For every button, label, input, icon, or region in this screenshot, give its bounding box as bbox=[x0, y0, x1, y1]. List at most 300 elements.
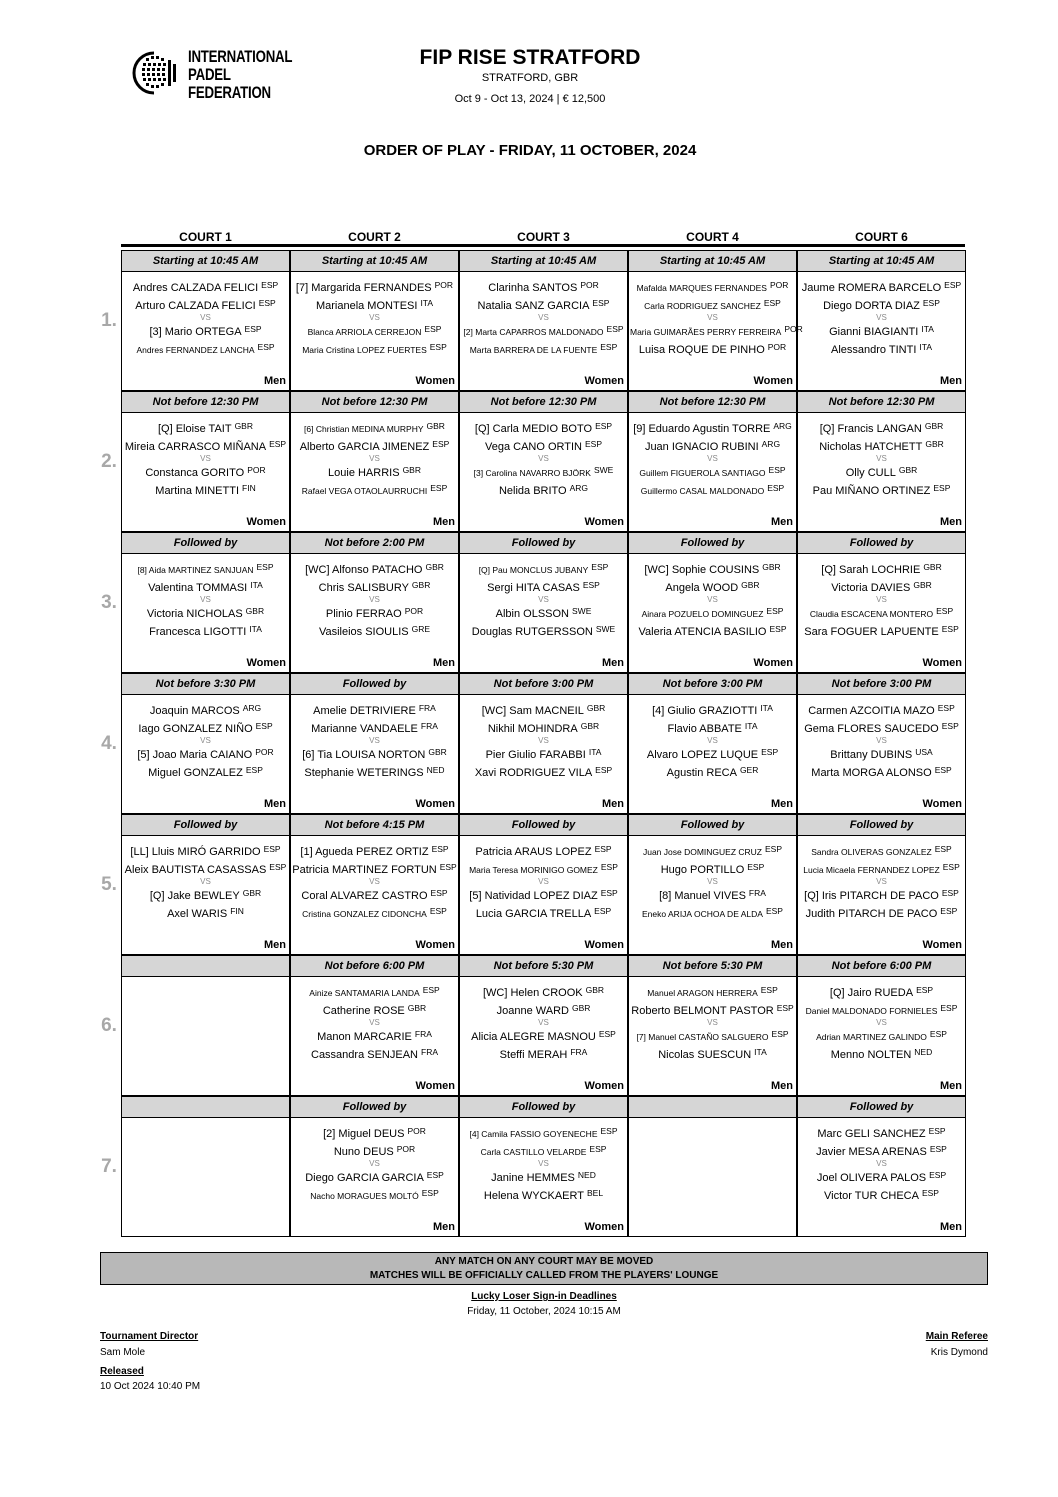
player-name: Joaquin MARCOS bbox=[149, 705, 240, 717]
player-name: Flavio ABBATE bbox=[667, 723, 742, 735]
player-nationality: FRA bbox=[421, 1047, 438, 1057]
player-name: Gianni BIAGIANTI bbox=[829, 326, 919, 338]
player-line bbox=[799, 604, 964, 618]
player-line bbox=[123, 322, 288, 336]
player-nationality: ESP bbox=[261, 280, 279, 290]
director-label: Tournament Director bbox=[100, 1331, 199, 1342]
player-name: Ainara POZUELO DOMINGUEZ bbox=[641, 609, 764, 619]
player-line bbox=[630, 763, 795, 777]
released-value: 10 Oct 2024 10:40 PM bbox=[100, 1381, 201, 1392]
player-name: [Q] Carla MEDIO BOTO bbox=[474, 423, 593, 435]
match-category: Women bbox=[922, 939, 962, 951]
player-name: Vega CANO ORTIN bbox=[484, 441, 582, 453]
player-name: [WC] Sam MACNEIL bbox=[481, 705, 584, 717]
player-line bbox=[461, 701, 626, 715]
player-line bbox=[292, 560, 457, 574]
court-header: COURT 2 bbox=[348, 230, 401, 244]
match-cell bbox=[290, 250, 459, 391]
notice-line: ANY MATCH ON ANY COURT MAY BE MOVED bbox=[434, 1256, 654, 1267]
player-nationality: ESP bbox=[765, 844, 783, 854]
time-slot: Followed by bbox=[798, 1097, 965, 1118]
match-category: Women bbox=[584, 375, 624, 387]
player-name: Arturo CALZADA FELICI bbox=[135, 300, 256, 312]
player-name: Nicolas SUESCUN bbox=[658, 1049, 752, 1061]
player-nationality: POR bbox=[407, 1126, 426, 1136]
player-nationality: ESP bbox=[928, 1126, 946, 1136]
player-line bbox=[292, 842, 457, 856]
time-slot: Starting at 10:45 AM bbox=[291, 251, 458, 272]
row-number: 6. bbox=[101, 1015, 117, 1036]
match-cell bbox=[797, 814, 966, 955]
match-category: Men bbox=[264, 375, 286, 387]
player-line bbox=[799, 886, 964, 900]
player-nationality: ITA bbox=[420, 298, 434, 308]
player-nationality: POR bbox=[404, 606, 424, 616]
match-category: Men bbox=[771, 516, 793, 528]
player-name: Claudia ESCACENA MONTERO bbox=[809, 609, 934, 619]
match-cell bbox=[459, 532, 628, 673]
player-name: [1] Agueda PEREZ ORTIZ bbox=[300, 846, 429, 858]
empty-cell bbox=[121, 1096, 290, 1237]
match-category: Women bbox=[922, 657, 962, 669]
player-nationality: ESP bbox=[256, 562, 274, 572]
player-name: Patricia MARTINEZ FORTUN bbox=[292, 864, 437, 876]
player-nationality: ESP bbox=[934, 844, 952, 854]
player-nationality: POR bbox=[247, 465, 266, 475]
player-line bbox=[630, 886, 795, 900]
match-category: Women bbox=[584, 1080, 624, 1092]
versus-label: VS bbox=[876, 1018, 887, 1027]
player-line bbox=[292, 763, 457, 777]
row-number: 7. bbox=[101, 1156, 117, 1177]
player-line bbox=[630, 1045, 795, 1059]
versus-label: VS bbox=[876, 595, 887, 604]
player-name: [8] Aida MARTINEZ SANJUAN bbox=[137, 565, 254, 575]
player-nationality: GBR bbox=[402, 465, 421, 475]
time-slot: Not before 6:00 PM bbox=[798, 956, 965, 977]
player-name: [6] Christian MEDINA MURPHY bbox=[304, 424, 424, 434]
time-slot: Not before 5:30 PM bbox=[460, 956, 627, 977]
player-name: Axel WARIS bbox=[167, 908, 228, 920]
player-line bbox=[630, 340, 795, 354]
player-line bbox=[292, 701, 457, 715]
player-line bbox=[799, 745, 964, 759]
player-line bbox=[461, 1027, 626, 1041]
player-name: [LL] Lluis MIRÓ GARRIDO bbox=[130, 846, 261, 858]
player-nationality: ESP bbox=[244, 324, 262, 334]
time-slot: Followed by bbox=[629, 533, 796, 554]
match-cell bbox=[290, 814, 459, 955]
match-category: Men bbox=[264, 939, 286, 951]
versus-label: VS bbox=[200, 736, 211, 745]
player-line bbox=[630, 481, 795, 495]
player-nationality: ITA bbox=[249, 624, 262, 634]
player-line bbox=[292, 886, 457, 900]
match-category: Men bbox=[602, 657, 624, 669]
match-category: Women bbox=[922, 798, 962, 810]
match-cell bbox=[797, 391, 966, 532]
versus-label: VS bbox=[707, 1018, 718, 1027]
player-line bbox=[799, 419, 964, 433]
time-slot: Followed by bbox=[798, 533, 965, 554]
player-nationality: ESP bbox=[263, 844, 281, 854]
versus-label: VS bbox=[707, 595, 718, 604]
player-line bbox=[123, 481, 288, 495]
player-line bbox=[123, 904, 288, 918]
player-name: Diego GARCIA GARCIA bbox=[305, 1172, 424, 1184]
player-line bbox=[123, 860, 288, 874]
row-number: 1. bbox=[101, 310, 117, 331]
player-line bbox=[292, 904, 457, 918]
match-cell bbox=[628, 250, 803, 391]
player-name: Joanne WARD bbox=[496, 1005, 569, 1017]
player-nationality: ESP bbox=[421, 1188, 439, 1198]
player-nationality: FRA bbox=[414, 1029, 432, 1039]
versus-label: VS bbox=[200, 454, 211, 463]
court-header: COURT 3 bbox=[517, 230, 570, 244]
match-category: Men bbox=[940, 1221, 962, 1233]
player-line bbox=[292, 1186, 457, 1200]
time-slot: Followed by bbox=[122, 815, 289, 836]
player-nationality: ESP bbox=[591, 562, 609, 572]
player-name: [Q] Iris PITARCH DE PACO bbox=[804, 890, 939, 902]
player-line bbox=[461, 1124, 626, 1138]
player-name: [4] Camila FASSIO GOYENECHE bbox=[469, 1129, 598, 1139]
time-slot: Not before 12:30 PM bbox=[460, 392, 627, 413]
player-nationality: ARG bbox=[242, 703, 262, 713]
match-cell bbox=[121, 391, 290, 532]
player-name: Douglas RUTGERSSON bbox=[471, 626, 593, 638]
player-name: Valentina TOMMASI bbox=[148, 582, 248, 594]
player-nationality: ESP bbox=[269, 439, 287, 449]
player-nationality: ESP bbox=[258, 298, 276, 308]
player-line bbox=[630, 701, 795, 715]
player-nationality: ESP bbox=[584, 439, 602, 449]
player-line bbox=[292, 719, 457, 733]
player-nationality: GER bbox=[739, 765, 759, 775]
match-cell bbox=[797, 955, 966, 1096]
player-nationality: GBR bbox=[925, 439, 944, 449]
player-nationality: ESP bbox=[766, 606, 784, 616]
versus-label: VS bbox=[200, 877, 211, 886]
player-line bbox=[630, 1001, 795, 1015]
match-category: Men bbox=[940, 375, 962, 387]
player-line bbox=[799, 481, 964, 495]
player-nationality: ESP bbox=[922, 298, 940, 308]
time-slot: Not before 12:30 PM bbox=[629, 392, 796, 413]
time-slot: Followed by bbox=[460, 1097, 627, 1118]
player-nationality: ESP bbox=[600, 1126, 618, 1136]
match-cell bbox=[628, 673, 797, 814]
player-nationality: ESP bbox=[432, 439, 450, 449]
match-category: Women bbox=[415, 798, 455, 810]
player-name: Lucia Micaela FERNANDEZ LOPEZ bbox=[803, 865, 940, 875]
match-cell bbox=[459, 673, 628, 814]
player-nationality: ESP bbox=[439, 862, 457, 872]
player-line bbox=[123, 745, 288, 759]
player-nationality: ESP bbox=[767, 483, 785, 493]
header-rule bbox=[121, 244, 965, 247]
player-nationality: FRA bbox=[420, 721, 438, 731]
versus-label: VS bbox=[876, 877, 887, 886]
player-name: Nuno DEUS bbox=[333, 1146, 394, 1158]
player-name: Marianela MONTESI bbox=[315, 300, 418, 312]
player-name: Marc GELI SANCHEZ bbox=[817, 1128, 926, 1140]
time-slot: Not before 12:30 PM bbox=[798, 392, 965, 413]
player-nationality: ARG bbox=[773, 421, 792, 431]
player-line bbox=[292, 983, 457, 997]
player-nationality: ESP bbox=[761, 747, 779, 757]
player-line bbox=[461, 419, 626, 433]
versus-label: VS bbox=[538, 1159, 549, 1168]
player-nationality: ESP bbox=[426, 1170, 444, 1180]
player-line bbox=[461, 481, 626, 495]
match-cell bbox=[459, 391, 628, 532]
player-name: Lucia GARCIA TRELLA bbox=[475, 908, 592, 920]
versus-label: VS bbox=[876, 1159, 887, 1168]
player-nationality: ESP bbox=[582, 580, 600, 590]
player-nationality: ESP bbox=[768, 465, 786, 475]
player-line bbox=[292, 1124, 457, 1138]
referee-label: Main Referee bbox=[925, 1331, 988, 1342]
player-name: [Q] Francis LANGAN bbox=[819, 423, 922, 435]
player-name: Andres CALZADA FELICI bbox=[132, 282, 259, 294]
player-line bbox=[461, 1168, 626, 1182]
player-line bbox=[292, 578, 457, 592]
row-number: 4. bbox=[101, 733, 117, 754]
player-line bbox=[630, 322, 803, 337]
player-nationality: GBR bbox=[762, 562, 781, 572]
match-category: Men bbox=[771, 939, 793, 951]
player-line bbox=[461, 560, 626, 574]
player-name: [Q] Jairo RUEDA bbox=[829, 987, 914, 999]
player-line bbox=[123, 622, 288, 636]
time-slot: Not before 3:00 PM bbox=[460, 674, 627, 695]
versus-label: VS bbox=[369, 736, 380, 745]
time-slot: Not before 3:00 PM bbox=[798, 674, 965, 695]
time-slot: Not before 2:00 PM bbox=[291, 533, 458, 554]
player-name: Javier MESA ARENAS bbox=[816, 1146, 927, 1158]
player-nationality: ESP bbox=[765, 906, 783, 916]
player-name: [Q] Eloise TAIT bbox=[158, 423, 232, 435]
player-nationality: ESP bbox=[257, 342, 275, 352]
player-line bbox=[799, 719, 964, 733]
player-line bbox=[461, 1001, 626, 1015]
player-line bbox=[799, 463, 964, 477]
player-name: Maria Cristina LOPEZ FUERTES bbox=[302, 345, 427, 355]
player-name: Mireia CARRASCO MIÑANA bbox=[124, 441, 267, 453]
player-line bbox=[630, 622, 795, 636]
player-line bbox=[630, 1027, 795, 1041]
match-category: Women bbox=[584, 516, 624, 528]
lucky-loser-title: Lucky Loser Sign-in Deadlines bbox=[471, 1291, 617, 1302]
time-slot: Not before 3:30 PM bbox=[122, 674, 289, 695]
player-line bbox=[799, 322, 964, 336]
time-slot: Starting at 10:45 AM bbox=[122, 251, 289, 272]
director-name: Sam Mole bbox=[100, 1347, 146, 1358]
player-line bbox=[292, 419, 457, 433]
player-nationality: POR bbox=[580, 280, 599, 290]
player-name: [Q] Jake BEWLEY bbox=[149, 890, 240, 902]
player-nationality: ESP bbox=[594, 906, 612, 916]
player-nationality: ESP bbox=[760, 985, 778, 995]
player-nationality: ARG bbox=[761, 439, 781, 449]
player-nationality: POR bbox=[434, 280, 454, 290]
player-line bbox=[799, 1142, 964, 1156]
player-nationality: GBR bbox=[245, 606, 265, 616]
player-name: Marta BARRERA DE LA FUENTE bbox=[469, 345, 598, 355]
player-line bbox=[123, 419, 288, 433]
player-name: [5] Natividad LOPEZ DIAZ bbox=[469, 890, 598, 902]
player-name: Juan Jose DOMINGUEZ CRUZ bbox=[642, 847, 762, 857]
match-category: Men bbox=[433, 516, 455, 528]
player-line bbox=[123, 842, 288, 856]
player-nationality: POR bbox=[784, 324, 803, 334]
player-line bbox=[630, 296, 795, 310]
fip-logo-text: INTERNATIONAL PADEL FEDERATION bbox=[188, 47, 293, 102]
player-name: Victor TUR CHECA bbox=[824, 1190, 919, 1202]
versus-label: VS bbox=[538, 313, 549, 322]
player-line bbox=[292, 340, 457, 354]
player-nationality: GBR bbox=[580, 721, 600, 731]
player-line bbox=[799, 578, 964, 592]
player-name: Pau MIÑANO ORTINEZ bbox=[812, 485, 931, 497]
match-category: Women bbox=[584, 1221, 624, 1233]
player-nationality: ESP bbox=[936, 606, 954, 616]
player-line bbox=[630, 437, 795, 451]
player-line bbox=[799, 560, 964, 574]
player-name: Cassandra SENJEAN bbox=[311, 1049, 418, 1061]
player-name: Maria GUIMARÃES PERRY FERREIRA bbox=[630, 327, 782, 337]
player-nationality: ITA bbox=[250, 580, 263, 590]
player-nationality: NED bbox=[426, 765, 445, 775]
player-nationality: ESP bbox=[771, 1029, 789, 1039]
player-line bbox=[292, 296, 457, 310]
player-name: Plinio FERRAO bbox=[325, 608, 402, 620]
player-name: Chris SALISBURY bbox=[318, 582, 409, 594]
player-nationality: ESP bbox=[600, 342, 618, 352]
time-slot: Followed by bbox=[291, 1097, 458, 1118]
court-header: COURT 4 bbox=[686, 230, 739, 244]
player-nationality: ESP bbox=[606, 324, 624, 334]
player-name: [7] Manuel CASTAÑO SALGUERO bbox=[636, 1032, 769, 1042]
player-line bbox=[630, 578, 795, 592]
player-line bbox=[799, 842, 964, 856]
match-category: Women bbox=[753, 375, 793, 387]
player-name: [2] Marta CAPARROS MALDONADO bbox=[463, 327, 604, 337]
player-line bbox=[630, 463, 795, 477]
player-name: [7] Margarida FERNANDES bbox=[295, 282, 432, 294]
player-name: Sara FOGUER LAPUENTE bbox=[804, 626, 939, 638]
player-name: Daniel MALDONADO FORNIELES bbox=[805, 1006, 938, 1016]
player-line bbox=[799, 1124, 964, 1138]
time-slot: Not before 6:00 PM bbox=[291, 956, 458, 977]
player-name: Xavi RODRIGUEZ VILA bbox=[474, 767, 593, 779]
player-line bbox=[461, 842, 626, 856]
player-name: Albin OLSSON bbox=[495, 608, 569, 620]
player-nationality: GBR bbox=[426, 421, 445, 431]
match-cell bbox=[797, 250, 966, 391]
empty-cell bbox=[628, 1096, 797, 1237]
player-nationality: ESP bbox=[942, 862, 960, 872]
player-name: [3] Mario ORTEGA bbox=[149, 326, 242, 338]
versus-label: VS bbox=[707, 877, 718, 886]
player-nationality: ESP bbox=[941, 888, 959, 898]
player-nationality: ESP bbox=[944, 280, 962, 290]
match-cell bbox=[121, 250, 290, 391]
player-nationality: GBR bbox=[898, 465, 918, 475]
player-nationality: ESP bbox=[929, 1170, 947, 1180]
player-nationality: USA bbox=[915, 747, 933, 757]
player-nationality: SWE bbox=[593, 465, 614, 475]
player-nationality: ITA bbox=[919, 342, 932, 352]
match-cell bbox=[797, 532, 966, 673]
player-line bbox=[123, 437, 288, 451]
match-cell bbox=[797, 673, 966, 814]
player-name: Carla CASTILLO VELARDE bbox=[480, 1147, 587, 1157]
tournament-dates-prize: Oct 9 - Oct 13, 2024 | € 12,500 bbox=[454, 93, 606, 105]
player-name: Nikhil MOHINDRA bbox=[487, 723, 578, 735]
player-nationality: ESP bbox=[255, 721, 273, 731]
notice-banner bbox=[100, 1252, 988, 1285]
player-line bbox=[123, 340, 288, 354]
player-line bbox=[292, 1027, 457, 1041]
player-line bbox=[799, 1168, 964, 1182]
player-nationality: ITA bbox=[754, 1047, 767, 1057]
player-name: Valeria ATENCIA BASILIO bbox=[638, 626, 767, 638]
match-category: Men bbox=[771, 798, 793, 810]
court-header: COURT 6 bbox=[855, 230, 908, 244]
match-category: Women bbox=[246, 657, 286, 669]
versus-label: VS bbox=[538, 736, 549, 745]
player-nationality: GBR bbox=[923, 562, 942, 572]
time-slot: Followed by bbox=[122, 533, 289, 554]
player-line bbox=[461, 296, 626, 310]
player-nationality: ESP bbox=[940, 906, 958, 916]
player-nationality: BEL bbox=[586, 1188, 604, 1198]
player-nationality: GBR bbox=[741, 580, 760, 590]
player-name: Vasileios SIOULIS bbox=[318, 626, 409, 638]
player-nationality: GBR bbox=[407, 1003, 427, 1013]
player-name: [9] Eduardo Agustin TORRE bbox=[633, 423, 771, 435]
versus-label: VS bbox=[369, 1159, 380, 1168]
versus-label: VS bbox=[876, 313, 887, 322]
player-name: Helena WYCKAERT bbox=[483, 1190, 584, 1202]
row-number: 5. bbox=[101, 874, 117, 895]
match-category: Women bbox=[415, 939, 455, 951]
player-name: [2] Miguel DEUS bbox=[323, 1128, 405, 1140]
time-slot: Not before 3:00 PM bbox=[629, 674, 796, 695]
player-nationality: ESP bbox=[916, 985, 934, 995]
player-nationality: FRA bbox=[418, 703, 436, 713]
player-name: Nicholas HATCHETT bbox=[819, 441, 923, 453]
player-line bbox=[630, 745, 795, 759]
player-line bbox=[461, 578, 626, 592]
player-name: Catherine ROSE bbox=[322, 1005, 405, 1017]
notice-line: MATCHES WILL BE OFFICIALLY CALLED FROM THE PLAYERS' LOUNGE bbox=[369, 1270, 719, 1281]
player-name: Maria Teresa MORINIGO GOMEZ bbox=[469, 865, 598, 875]
player-nationality: ITA bbox=[744, 721, 758, 731]
player-nationality: GBR bbox=[411, 580, 431, 590]
player-nationality: FIN bbox=[230, 906, 244, 916]
player-name: Angela WOOD bbox=[665, 582, 739, 594]
player-line bbox=[123, 560, 288, 574]
time-slot: Followed by bbox=[460, 815, 627, 836]
player-name: Aleix BAUTISTA CASASSAS bbox=[124, 864, 267, 876]
player-line bbox=[123, 578, 288, 592]
player-line bbox=[799, 437, 964, 451]
player-line bbox=[292, 745, 457, 759]
